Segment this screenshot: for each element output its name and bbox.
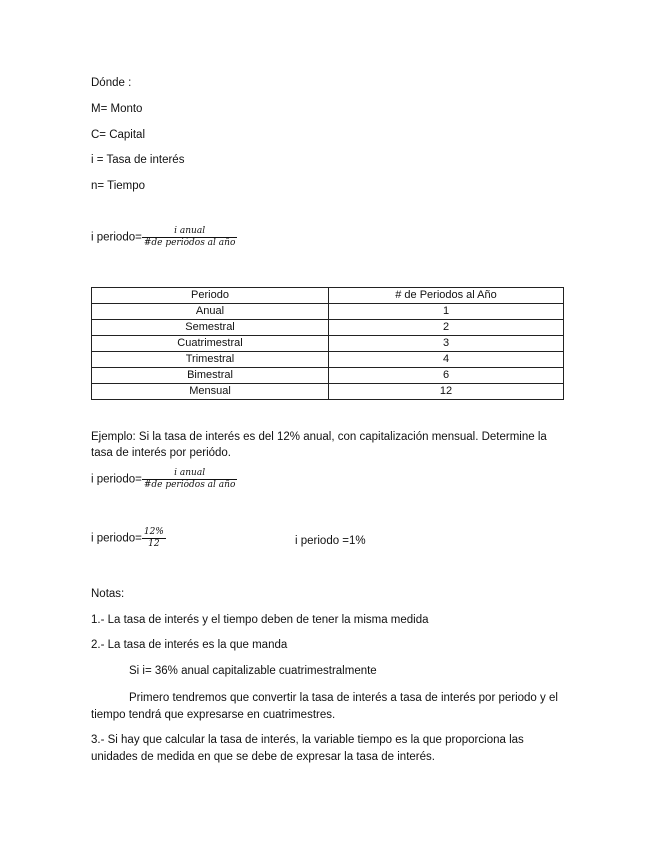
table-cell: Anual: [92, 304, 329, 320]
note-2: 2.- La tasa de interés es la que manda: [91, 639, 288, 651]
formula-i-periodo: [91, 226, 237, 249]
table-cell: Trimestral: [92, 352, 329, 368]
table-cell: 2: [329, 320, 564, 336]
table-cell: Semestral: [92, 320, 329, 336]
definition-m: M= Monto: [91, 103, 143, 115]
definition-n: n= Tiempo: [91, 180, 146, 192]
note-2-example: Si i= 36% anual capitalizable cuatrimestralmente: [129, 665, 377, 677]
table-cell: Cuatrimestral: [92, 336, 329, 352]
formula-denominator: #de periódos al año: [143, 238, 236, 248]
table-cell: 3: [329, 336, 564, 352]
table-cell: Bimestral: [92, 368, 329, 384]
formula-label: i periodo=: [91, 473, 142, 486]
formula-denominator: 12: [148, 539, 160, 549]
formula-label: i periodo=: [91, 231, 142, 244]
table-cell: 1: [329, 304, 564, 320]
notes-title: Notas:: [91, 588, 125, 600]
formula-numerator: 12%: [143, 527, 164, 537]
table-row: [92, 320, 564, 336]
note-2-explanation: Primero tendremos que convertir la tasa de interés a tasa de interés por periodo y el tiempo tendrá que expresarse en cuatrimestres.: [91, 692, 558, 721]
table-row: [92, 336, 564, 352]
formula-denominator: #de periódos al año: [143, 480, 236, 490]
table-header-periodo: Periodo: [92, 288, 329, 304]
where-heading: Dónde :: [91, 77, 132, 89]
table-cell: 12: [329, 384, 564, 400]
example-result: i periodo =1%: [295, 535, 366, 547]
formula-numerator: i anual: [142, 226, 238, 238]
definition-i: i = Tasa de interés: [91, 154, 185, 166]
periods-table: [91, 287, 564, 400]
formula-label: i periodo=: [91, 532, 142, 545]
formula-fraction: [142, 468, 238, 491]
table-cell: 4: [329, 352, 564, 368]
formula-fraction: [142, 527, 166, 550]
note-1: 1.- La tasa de interés y el tiempo deben de tener la misma medida: [91, 614, 429, 626]
definition-c: C= Capital: [91, 129, 146, 141]
table-row: [92, 352, 564, 368]
table-row: [92, 304, 564, 320]
formula-numerator: i anual: [142, 468, 238, 480]
formula-fraction: [142, 226, 238, 249]
example-text: Ejemplo: Si la tasa de interés es del 12% anual, con capitalización mensual. Determine la tasa de interés por periódo.: [91, 431, 547, 459]
table-row: [92, 384, 564, 400]
formula-i-periodo-numeric: [91, 527, 166, 550]
formula-i-periodo-example: [91, 468, 237, 491]
table-header-count: # de Periodos al Año: [329, 288, 564, 304]
table-row: [92, 368, 564, 384]
table-cell: Mensual: [92, 384, 329, 400]
table-cell: 6: [329, 368, 564, 384]
table-header-row: [92, 288, 564, 304]
note-3: 3.- Si hay que calcular la tasa de interés, la variable tiempo es la que proporciona las unidades de medida en que se debe de expresar la tasa de interés.: [91, 734, 524, 763]
